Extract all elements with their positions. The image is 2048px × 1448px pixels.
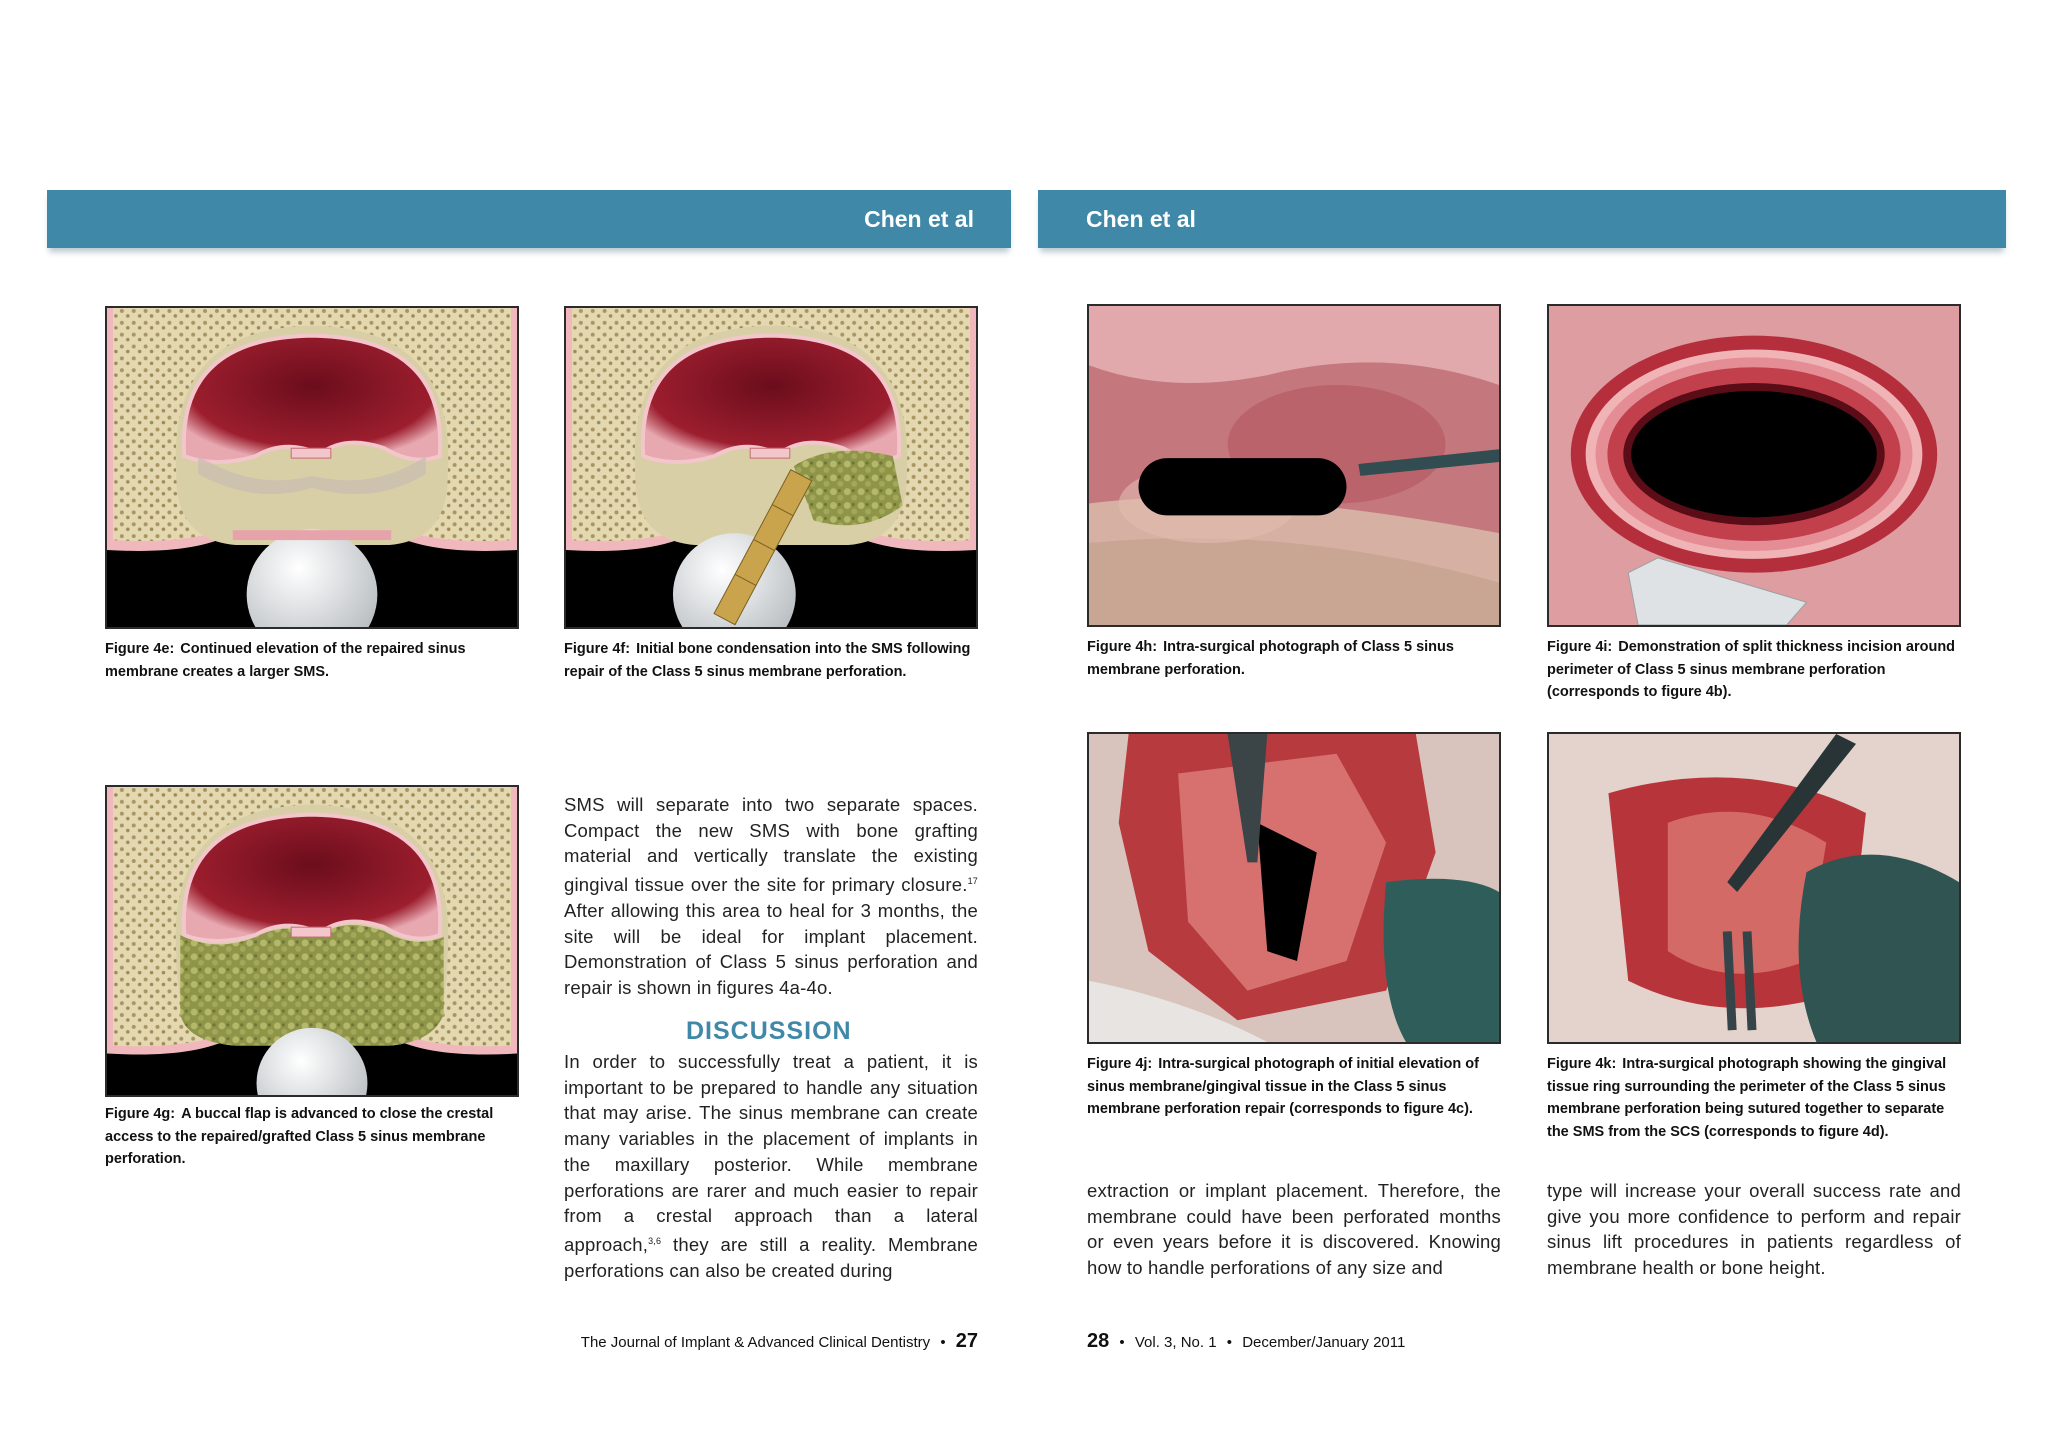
figure-4i-illustration xyxy=(1547,304,1961,627)
figure-4j-label: Figure 4j: xyxy=(1087,1056,1153,1072)
reference-superscript: 3,6 xyxy=(648,1235,662,1246)
figure-4e-label: Figure 4e: xyxy=(105,641,175,657)
footer-page-number-left: 27 xyxy=(955,1330,978,1352)
figure-4i-caption xyxy=(1547,636,1957,704)
figure-4h-label: Figure 4h: xyxy=(1087,639,1158,655)
figure-4g-illustration xyxy=(105,785,519,1097)
figure-4g-label: Figure 4g: xyxy=(105,1106,176,1122)
footer-left xyxy=(570,1330,978,1353)
discussion-text: In order to successfully treat a patient, it is important to be prepared to handle any situation that may arise. The sinus membrane can create many variables in the placement of implants in the maxillary posterior. While membrane perforations are rarer and much easier to repair from a crestal approach than a lateral approach, xyxy=(564,1051,978,1256)
figure-4f-text: Initial bone condensation into the SMS following repair of the Class 5 sinus membrane perforation. xyxy=(564,641,971,680)
footer-journal-title: The Journal of Implant & Advanced Clinical Dentistry xyxy=(580,1334,931,1351)
header-band-left xyxy=(47,190,1011,248)
closure-text-cont: After allowing this area to heal for 3 months, the site will be ideal for implant placement. Demonstration of Class 5 sinus perforation and repair is shown in figures 4a-4o. xyxy=(564,899,978,999)
figure-4e-illustration xyxy=(105,306,519,629)
figure-4g-caption xyxy=(105,1103,505,1171)
footer-bullet: • xyxy=(940,1334,946,1351)
figure-4k-label: Figure 4k: xyxy=(1547,1056,1617,1072)
body-column-4: type will increase your overall success rate and give you more confidence to perform and repair sinus lift procedures in patients regardless of membrane health or bone height. xyxy=(1547,1180,1961,1279)
figure-4e-caption xyxy=(105,638,505,683)
figure-4i-label: Figure 4i: xyxy=(1547,639,1613,655)
figure-4i-text: Demonstration of split thickness incision around perimeter of Class 5 sinus membrane perforation (corresponds to figure 4b). xyxy=(1547,639,1956,700)
figure-4h-text: Intra-surgical photograph of Class 5 sinus membrane perforation. xyxy=(1087,639,1454,678)
figure-4f-illustration xyxy=(564,306,978,629)
running-head-right: Chen et al xyxy=(1086,206,1196,232)
figure-4e-text: Continued elevation of the repaired sinus membrane creates a larger SMS. xyxy=(105,641,466,680)
figure-4f-caption xyxy=(564,638,984,683)
figure-4f-label: Figure 4f: xyxy=(564,641,631,657)
discussion-text-cont: they are still a reality. Membrane perforations can also be created during xyxy=(564,1234,978,1281)
reference-superscript: 17 xyxy=(967,876,978,887)
discussion-heading: DISCUSSION xyxy=(686,1017,852,1045)
figure-4k-text: Intra-surgical photograph showing the gingival tissue ring surrounding the perimeter of the Class 5 sinus membrane perforation being sutured together to separate the SMS from the SCS (corresponds to figure 4d). xyxy=(1547,1056,1947,1140)
footer-bullet: • xyxy=(1226,1334,1233,1351)
footer-volume: Vol. 3, No. 1 xyxy=(1134,1334,1217,1351)
figure-4j-text: Intra-surgical photograph of initial elevation of sinus membrane/gingival tissue in the Class 5 sinus membrane perforation repair (corresponds to figure 4c). xyxy=(1087,1056,1479,1117)
figure-4k-caption xyxy=(1547,1053,1957,1143)
closure-text: SMS will separate into two separate spaces. Compact the new SMS with bone grafting material and vertically translate the existing gingival tissue over the site for primary closure. xyxy=(564,794,978,896)
body-paragraph-closure xyxy=(564,792,978,1001)
footer-bullet: • xyxy=(1119,1334,1125,1351)
discussion-paragraph xyxy=(564,1049,978,1283)
running-head-left: Chen et al xyxy=(864,206,974,232)
footer-date: December/January 2011 xyxy=(1242,1334,1406,1351)
body-column-3: extraction or implant placement. Therefore, the membrane could have been perforated months or even years before it is discovered. Knowing how to handle perforations of any size and xyxy=(1087,1180,1501,1279)
footer-right xyxy=(1087,1330,1405,1353)
figure-4g-text: A buccal flap is advanced to close the crestal access to the repaired/grafted Class 5 sinus membrane perforation. xyxy=(105,1106,494,1167)
figure-4j-caption xyxy=(1087,1053,1497,1121)
figure-4k-photograph xyxy=(1547,732,1961,1044)
figure-4h-photograph xyxy=(1087,304,1501,627)
figure-4h-caption xyxy=(1087,636,1487,681)
header-band-right xyxy=(1038,190,2006,248)
footer-page-number-right: 28 xyxy=(1087,1330,1110,1352)
figure-4j-photograph xyxy=(1087,732,1501,1044)
